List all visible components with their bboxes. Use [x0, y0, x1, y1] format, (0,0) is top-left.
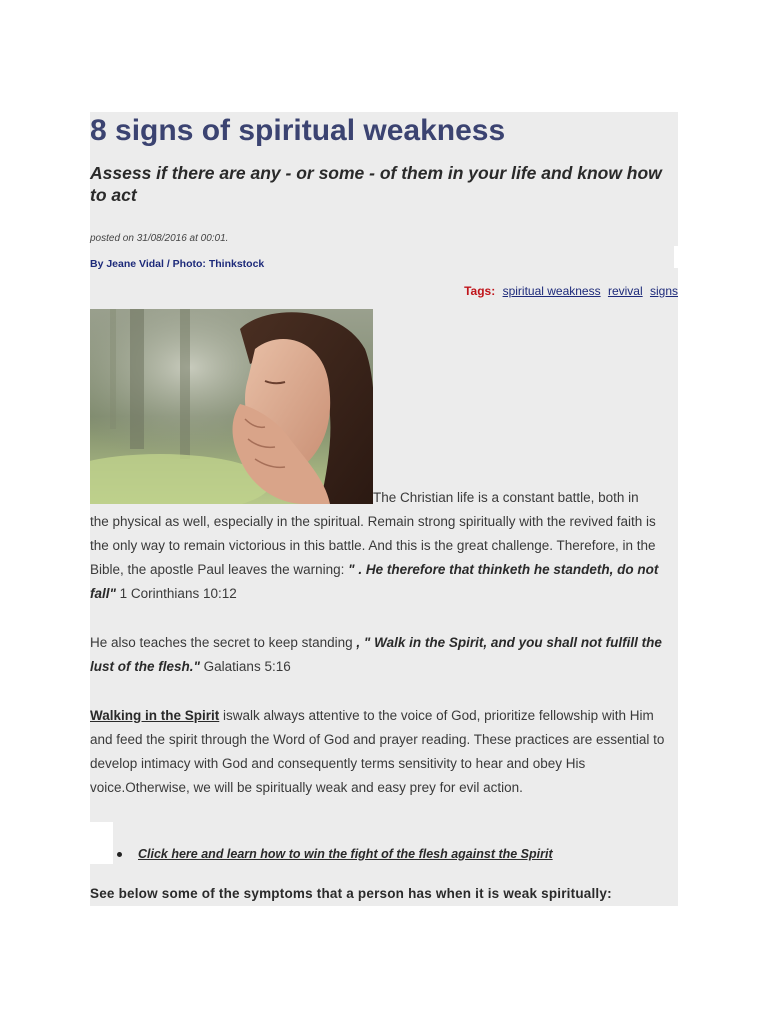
tag-link-revival[interactable]: revival — [607, 284, 643, 298]
tag-link-signs[interactable]: signs — [649, 284, 678, 298]
symptoms-heading: See below some of the symptoms that a person has when it is weak spiritually: — [90, 886, 612, 901]
bullet-item — [113, 845, 553, 863]
paragraph-1-text: the physical as well, especially in the spiritual. Remain strong spiritually with the revived faith is the only way to remain victorious in this battle. And this is the great challenge. Therefore, in the Bible, the apostle Paul leaves the warning: — [90, 514, 656, 577]
paragraph-2-quote: , " Walk in the Spirit, and you shall not fulfill the lust of the flesh." — [90, 635, 662, 674]
paragraph-3-lead: Walking in the Spirit — [90, 708, 220, 723]
article-title: 8 signs of spiritual weakness — [90, 114, 506, 147]
tags-row — [464, 284, 678, 298]
paragraph-1 — [90, 510, 678, 606]
paragraph-1-quote: " . He therefore that thinketh he standeth, do not fall" — [90, 562, 659, 601]
paragraph-1-first-line: The Christian life is a constant battle, both in — [373, 490, 639, 505]
paragraph-3-text: iswalk always attentive to the voice of God, prioritize fellowship with Him and feed the spirit through the Word of God and prayer reading. These practices are essential to develop intimacy with God and consequently terms sensitivity to hear and obey His voice.Otherwise, we will be spiritually weak and easy prey for evil action. — [90, 708, 665, 795]
tag-link-spiritual-weakness[interactable]: spiritual weakness — [502, 284, 601, 298]
paragraph-2-text: He also teaches the secret to keep standing — [90, 635, 357, 650]
posted-date: posted on 31/08/2016 at 00:01. — [90, 233, 229, 244]
paragraph-2 — [90, 631, 678, 679]
byline: By Jeane Vidal / Photo: Thinkstock — [90, 258, 265, 270]
flesh-vs-spirit-link[interactable]: Click here and learn how to win the fight of the flesh against the Spirit — [138, 847, 553, 861]
paragraph-3 — [90, 704, 678, 800]
praying-woman-image — [90, 309, 373, 504]
tags-label: Tags: — [464, 284, 496, 298]
panel-edge-notch — [674, 246, 678, 268]
paragraph-1-reference: 1 Corinthians 10:12 — [115, 586, 237, 601]
bullet-dot-icon — [117, 852, 122, 857]
panel-notch — [90, 822, 113, 864]
article-photo — [90, 309, 373, 504]
article-subtitle: Assess if there are any - or some - of them in your life and know how to act — [90, 163, 662, 205]
paragraph-2-reference: Galatians 5:16 — [199, 659, 291, 674]
